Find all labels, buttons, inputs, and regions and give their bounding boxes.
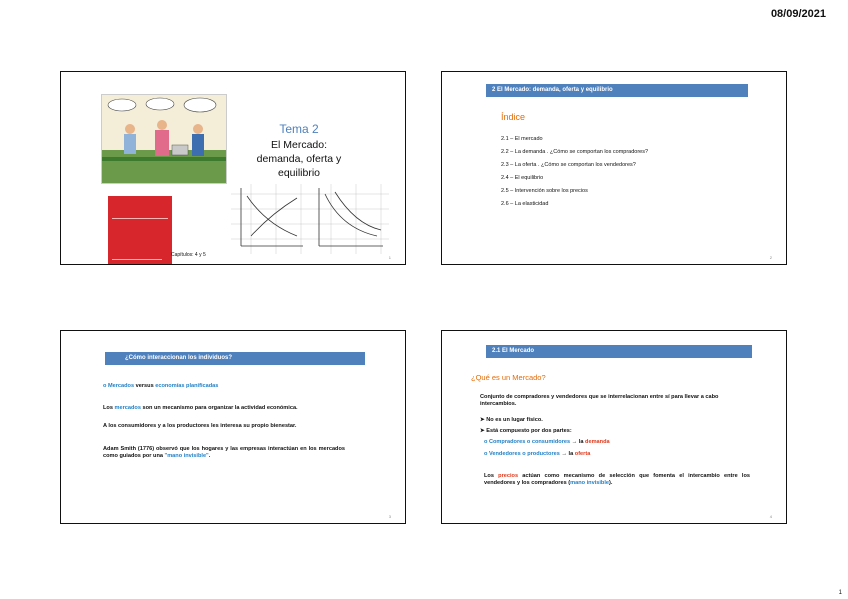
mercados-bullet [103, 383, 218, 390]
text-run: son un mecanismo para organizar la actividad económica. [140, 405, 298, 411]
arrow-icon: → [559, 451, 569, 457]
market-cartoon-image [101, 94, 227, 184]
supply-demand-graph-image [231, 184, 389, 254]
definition: Conjunto de compradores y vendedores que se interrelacionan entre sí para llevar a cabo intercambios. [480, 394, 719, 408]
question-heading: ¿Qué es un Mercado? [471, 373, 546, 382]
slide-title-bar: 2 El Mercado: demanda, oferta y equilibrio [486, 84, 748, 97]
page-number: 1 [838, 590, 842, 596]
slide-1-title [229, 122, 369, 180]
sub-bullet [484, 439, 610, 446]
tema-heading: Tema 2 [279, 122, 319, 136]
slide-number: 4 [769, 514, 772, 519]
toc-item: 2.5 – Intervención sobre los precios [501, 188, 588, 194]
bullet-item [480, 428, 572, 435]
highlight-demanda: demanda [585, 439, 610, 445]
text-run: Los [103, 405, 115, 411]
bullet-text: Está compuesto por dos partes: [486, 428, 572, 434]
slide-title-bar: ¿Cómo interaccionan los individuos? [105, 352, 365, 365]
slide-number: 1 [388, 255, 391, 260]
sub-bullet [484, 451, 590, 458]
slide-3 [60, 330, 406, 524]
slide-number: 2 [769, 255, 772, 260]
subtitle-line: El Mercado: [270, 139, 328, 151]
toc-item: 2.1 – El mercado [501, 136, 543, 142]
toc-item: 2.4 – El equilibrio [501, 175, 544, 181]
paragraph [103, 446, 345, 460]
text-run: la [568, 451, 575, 457]
text-run: actúan como mecanismo de selección que fomenta el intercambio entre los vendedores y los compradores ( [484, 473, 751, 487]
arrow-bullet-icon: ➤ [480, 428, 487, 434]
toc-item: 2.2 – La demanda . ¿Cómo se comportan los compradores? [501, 149, 649, 155]
arrow-bullet-icon: ➤ [480, 417, 487, 423]
sub-bullet-term: o Vendedores o productores [484, 451, 560, 457]
bullet-versus: versus [134, 383, 156, 389]
highlight-mano-invisible: mano invisible [570, 480, 609, 487]
slide-2 [441, 71, 787, 265]
highlight-precios: precios [498, 473, 519, 479]
text-run: . [208, 453, 211, 460]
bullet-text: No es un lugar físico. [486, 417, 543, 423]
highlight-oferta: oferta [574, 451, 591, 457]
highlight-mercados: mercados [114, 405, 141, 411]
header-date: 08/09/2021 [770, 8, 826, 20]
text-run: la [578, 439, 586, 445]
table-of-contents [501, 133, 648, 211]
slide-4 [441, 330, 787, 524]
slide-1 [60, 71, 406, 265]
bullet-item [480, 417, 543, 424]
subtitle-line: demanda, oferta y [256, 153, 342, 165]
text-run: Los [484, 473, 499, 479]
textbook-cover-image [108, 196, 172, 264]
toc-item: 2.3 – La oferta . ¿Cómo se comportan los vendedores? [501, 162, 636, 168]
slide-title-bar: 2.1 El Mercado [486, 345, 752, 358]
index-heading: Índice [501, 112, 526, 122]
toc-item: 2.6 – La elasticidad [501, 201, 549, 207]
sub-bullet-term: o Compradores o consumidores [484, 439, 571, 445]
text-run: Adam Smith (1776) observó que los hogares y las empresas interactúan en los mercados como guiados por una [103, 446, 345, 460]
text-run: ). [608, 480, 613, 487]
subtitle-line: equilibrio [277, 167, 321, 179]
paragraph [484, 473, 750, 487]
bullet-term: o Mercados [103, 383, 135, 389]
paragraph: A los consumidores y a los productores les interesa su propio bienestar. [103, 423, 297, 429]
highlight-mano-invisible: "mano invisible" [164, 453, 209, 460]
paragraph [103, 405, 345, 412]
slide-number: 3 [388, 514, 391, 519]
arrow-icon: → [570, 439, 579, 445]
chapters-label: Capítulos: 4 y 5 [171, 252, 206, 258]
bullet-term-planned: economías planificadas [155, 383, 219, 389]
